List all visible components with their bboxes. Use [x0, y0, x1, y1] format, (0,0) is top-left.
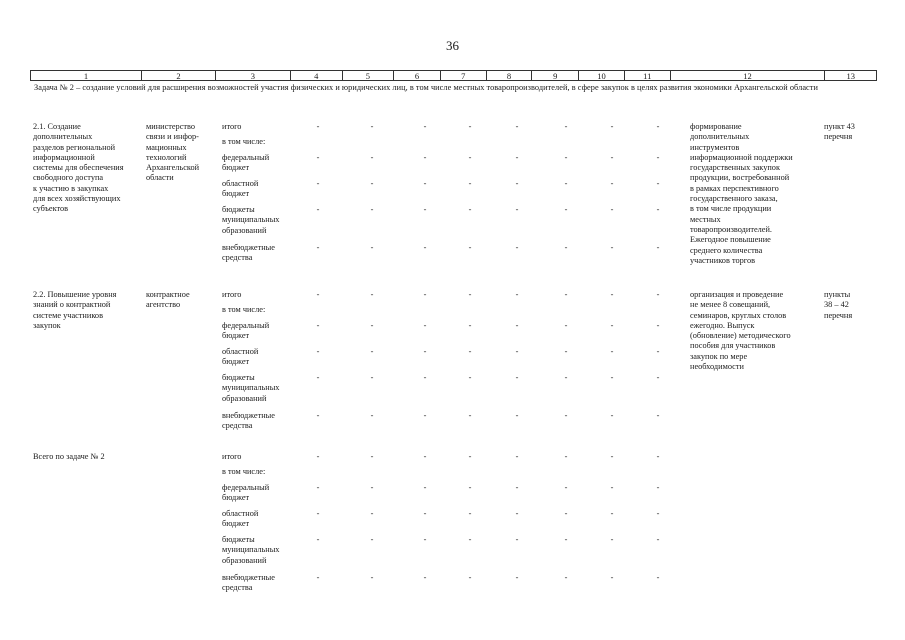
header-cell-5: 5: [343, 71, 395, 80]
value-cell: -: [564, 573, 568, 582]
funding-source-label: в том числе:: [222, 305, 266, 314]
funding-source-label: внебюджетные средства: [222, 573, 275, 593]
value-cell: -: [515, 373, 519, 382]
header-cell-10: 10: [579, 71, 625, 80]
value-cell: -: [515, 290, 519, 299]
value-cell: -: [370, 535, 374, 544]
value-cell: -: [370, 205, 374, 214]
value-cell: -: [468, 535, 472, 544]
value-cell: -: [316, 573, 320, 582]
value-cell: -: [610, 243, 614, 252]
row-executor: министерство связи и инфор- мационных технологий Архангельской области: [146, 122, 200, 183]
value-cell: -: [370, 452, 374, 461]
value-cell: -: [610, 373, 614, 382]
row-name: 2.2. Повышение уровня знаний о контрактной системе участников закупок: [33, 290, 117, 330]
value-cell: -: [515, 411, 519, 420]
funding-source-label: бюджеты муниципальных образований: [222, 535, 280, 565]
value-cell: -: [656, 153, 660, 162]
value-cell: -: [370, 243, 374, 252]
value-cell: -: [564, 122, 568, 131]
value-cell: -: [515, 243, 519, 252]
value-cell: -: [468, 290, 472, 299]
value-cell: -: [610, 535, 614, 544]
value-cell: -: [423, 373, 427, 382]
funding-source-label: федеральный бюджет: [222, 153, 270, 173]
value-cell: -: [370, 321, 374, 330]
header-cell-1: 1: [31, 71, 142, 80]
value-cell: -: [468, 179, 472, 188]
value-cell: -: [610, 205, 614, 214]
value-cell: -: [423, 573, 427, 582]
value-cell: -: [656, 573, 660, 582]
value-cell: -: [564, 483, 568, 492]
header-cell-4: 4: [291, 71, 343, 80]
value-cell: -: [423, 535, 427, 544]
value-cell: -: [316, 509, 320, 518]
header-cell-7: 7: [441, 71, 487, 80]
funding-source-label: бюджеты муниципальных образований: [222, 373, 280, 403]
value-cell: -: [468, 321, 472, 330]
value-cell: -: [610, 483, 614, 492]
value-cell: -: [564, 535, 568, 544]
value-cell: -: [370, 483, 374, 492]
value-cell: -: [564, 153, 568, 162]
value-cell: -: [515, 205, 519, 214]
value-cell: -: [423, 179, 427, 188]
value-cell: -: [656, 122, 660, 131]
value-cell: -: [468, 411, 472, 420]
value-cell: -: [468, 205, 472, 214]
funding-source-label: областной бюджет: [222, 179, 259, 199]
value-cell: -: [370, 290, 374, 299]
value-cell: -: [564, 411, 568, 420]
value-cell: -: [316, 205, 320, 214]
header-cell-8: 8: [487, 71, 533, 80]
value-cell: -: [468, 452, 472, 461]
value-cell: -: [515, 122, 519, 131]
value-cell: -: [370, 411, 374, 420]
value-cell: -: [316, 483, 320, 492]
value-cell: -: [423, 153, 427, 162]
value-cell: -: [316, 179, 320, 188]
header-cell-13: 13: [846, 71, 855, 81]
row-result: организация и проведение не менее 8 совещаний, семинаров, круглых столов ежегодно. Выпуск (обновление) методического пособия для участников закупок по мере необходимости: [690, 290, 791, 372]
row-executor: контрактное агентство: [146, 290, 190, 310]
value-cell: -: [515, 573, 519, 582]
header-cell-6: 6: [394, 71, 441, 80]
value-cell: -: [370, 179, 374, 188]
value-cell: -: [468, 153, 472, 162]
value-cell: -: [316, 373, 320, 382]
value-cell: -: [610, 153, 614, 162]
value-cell: -: [423, 243, 427, 252]
value-cell: -: [370, 153, 374, 162]
value-cell: -: [610, 321, 614, 330]
header-cell-2: 2: [142, 71, 216, 80]
table-header-row: [30, 70, 877, 81]
value-cell: -: [468, 122, 472, 131]
value-cell: -: [423, 290, 427, 299]
value-cell: -: [656, 535, 660, 544]
value-cell: -: [468, 483, 472, 492]
value-cell: -: [468, 347, 472, 356]
funding-source-label: внебюджетные средства: [222, 243, 275, 263]
value-cell: -: [656, 509, 660, 518]
value-cell: -: [316, 347, 320, 356]
value-cell: -: [656, 243, 660, 252]
value-cell: -: [370, 509, 374, 518]
value-cell: -: [564, 347, 568, 356]
value-cell: -: [656, 411, 660, 420]
value-cell: -: [610, 509, 614, 518]
value-cell: -: [423, 452, 427, 461]
value-cell: -: [564, 321, 568, 330]
value-cell: -: [468, 373, 472, 382]
value-cell: -: [656, 347, 660, 356]
value-cell: -: [515, 483, 519, 492]
funding-source-label: областной бюджет: [222, 509, 259, 529]
value-cell: -: [370, 347, 374, 356]
header-cell-9: 9: [532, 71, 579, 80]
value-cell: -: [610, 179, 614, 188]
value-cell: -: [656, 179, 660, 188]
value-cell: -: [515, 321, 519, 330]
funding-source-label: итого: [222, 452, 242, 461]
funding-source-label: федеральный бюджет: [222, 321, 270, 341]
value-cell: -: [423, 509, 427, 518]
value-cell: -: [515, 452, 519, 461]
value-cell: -: [316, 452, 320, 461]
funding-source-label: итого: [222, 290, 242, 299]
value-cell: -: [468, 509, 472, 518]
value-cell: -: [564, 243, 568, 252]
value-cell: -: [316, 290, 320, 299]
value-cell: -: [515, 153, 519, 162]
value-cell: -: [316, 122, 320, 131]
value-cell: -: [610, 347, 614, 356]
value-cell: -: [423, 483, 427, 492]
value-cell: -: [370, 122, 374, 131]
header-cell-12: 12: [671, 71, 826, 80]
value-cell: -: [564, 509, 568, 518]
value-cell: -: [656, 483, 660, 492]
value-cell: -: [610, 573, 614, 582]
task-title: Задача № 2 – создание условий для расширения возможностей участия физических и юридических лиц, в том числе местных товаропроизводителей, в сфере закупок в целях развития экономики Архангельской области: [34, 83, 818, 92]
funding-source-label: областной бюджет: [222, 347, 259, 367]
value-cell: -: [316, 243, 320, 252]
value-cell: -: [564, 373, 568, 382]
funding-source-label: в том числе:: [222, 137, 266, 146]
value-cell: -: [515, 535, 519, 544]
header-cell-3: 3: [216, 71, 291, 80]
row-reference: пункты 38 – 42 перечня: [824, 290, 853, 320]
value-cell: -: [468, 573, 472, 582]
value-cell: -: [316, 321, 320, 330]
funding-source-label: федеральный бюджет: [222, 483, 270, 503]
value-cell: -: [423, 321, 427, 330]
value-cell: -: [610, 122, 614, 131]
value-cell: -: [423, 122, 427, 131]
funding-source-label: внебюджетные средства: [222, 411, 275, 431]
page-number: 36: [446, 38, 459, 53]
value-cell: -: [515, 179, 519, 188]
value-cell: -: [316, 153, 320, 162]
value-cell: -: [656, 205, 660, 214]
value-cell: -: [423, 347, 427, 356]
value-cell: -: [656, 290, 660, 299]
value-cell: -: [423, 411, 427, 420]
value-cell: -: [370, 373, 374, 382]
value-cell: -: [564, 205, 568, 214]
value-cell: -: [656, 452, 660, 461]
row-name: Всего по задаче № 2: [33, 452, 105, 461]
value-cell: -: [656, 321, 660, 330]
value-cell: -: [515, 347, 519, 356]
row-reference: пункт 43 перечня: [824, 122, 855, 142]
value-cell: -: [610, 411, 614, 420]
value-cell: -: [370, 573, 374, 582]
value-cell: -: [564, 290, 568, 299]
value-cell: -: [564, 179, 568, 188]
value-cell: -: [610, 452, 614, 461]
value-cell: -: [515, 509, 519, 518]
value-cell: -: [610, 290, 614, 299]
header-cell-11: 11: [625, 71, 671, 80]
value-cell: -: [564, 452, 568, 461]
value-cell: -: [468, 243, 472, 252]
value-cell: -: [656, 373, 660, 382]
value-cell: -: [316, 535, 320, 544]
value-cell: -: [316, 411, 320, 420]
funding-source-label: итого: [222, 122, 242, 131]
funding-source-label: в том числе:: [222, 467, 266, 476]
funding-source-label: бюджеты муниципальных образований: [222, 205, 280, 235]
value-cell: -: [423, 205, 427, 214]
row-name: 2.1. Создание дополнительных разделов региональной информационной системы для обеспечения свободного доступа к участию в закупках для всех хозяйствующих субъектов: [33, 122, 124, 214]
row-result: формирование дополнительных инструментов информационной поддержки государственных закупок продукции, востребованной в рамках перспективного государственного заказа, в том числе продукции местных товаропроизводителей. Ежегодное повышение среднего количества участников торгов: [690, 122, 793, 265]
